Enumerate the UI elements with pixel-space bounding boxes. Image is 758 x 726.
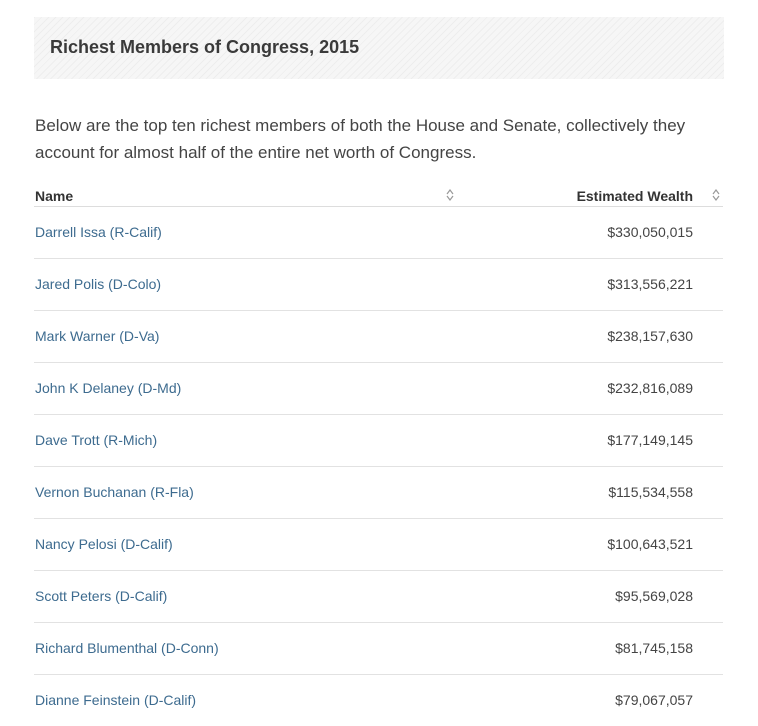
table-row [34, 311, 723, 363]
wealth-value: $177,149,145 [607, 432, 693, 448]
sort-icon[interactable] [446, 189, 454, 201]
wealth-value: $115,534,558 [608, 484, 693, 500]
table-row [34, 519, 723, 571]
member-name-link[interactable]: Richard Blumenthal (D-Conn) [35, 640, 219, 656]
table-row [34, 571, 723, 623]
member-name-link[interactable]: Nancy Pelosi (D-Calif) [35, 536, 173, 552]
title-banner [34, 17, 724, 79]
table-row [34, 623, 723, 675]
member-name-link[interactable]: Jared Polis (D-Colo) [35, 276, 162, 292]
member-name-link[interactable]: Dianne Feinstein (D-Calif) [35, 692, 197, 708]
wealth-value: $330,050,015 [607, 224, 693, 240]
member-name-link[interactable]: Scott Peters (D-Calif) [35, 588, 168, 604]
table-row [34, 363, 723, 415]
wealth-value: $100,643,521 [607, 536, 693, 552]
table-row [34, 259, 723, 311]
member-name-link[interactable]: Mark Warner (D-Va) [35, 328, 160, 344]
wealth-table [34, 180, 723, 726]
member-name-link[interactable]: Darrell Issa (R-Calif) [35, 224, 162, 240]
wealth-value: $95,569,028 [615, 588, 693, 604]
member-name-link[interactable]: Dave Trott (R-Mich) [35, 432, 158, 448]
wealth-value: $79,067,057 [615, 692, 693, 708]
column-header-name[interactable]: Name [35, 188, 74, 204]
intro-text: Below are the top ten richest members of both the House and Senate, collectively they account for almost half of the entire net worth of Congress. [35, 116, 686, 162]
wealth-value: $81,745,158 [615, 640, 693, 656]
table-row [34, 207, 723, 259]
column-header-estimated-wealth[interactable]: Estimated Wealth [576, 188, 693, 204]
wealth-value: $238,157,630 [607, 328, 693, 344]
wealth-value: $313,556,221 [607, 276, 693, 292]
table-row [34, 415, 723, 467]
wealth-value: $232,816,089 [607, 380, 693, 396]
member-name-link[interactable]: Vernon Buchanan (R-Fla) [35, 484, 194, 500]
table-row [34, 467, 723, 519]
page-title: Richest Members of Congress, 2015 [50, 37, 360, 57]
table-row [34, 675, 723, 726]
sort-icon[interactable] [712, 189, 720, 201]
member-name-link[interactable]: John K Delaney (D-Md) [35, 380, 182, 396]
table-header [34, 180, 723, 207]
